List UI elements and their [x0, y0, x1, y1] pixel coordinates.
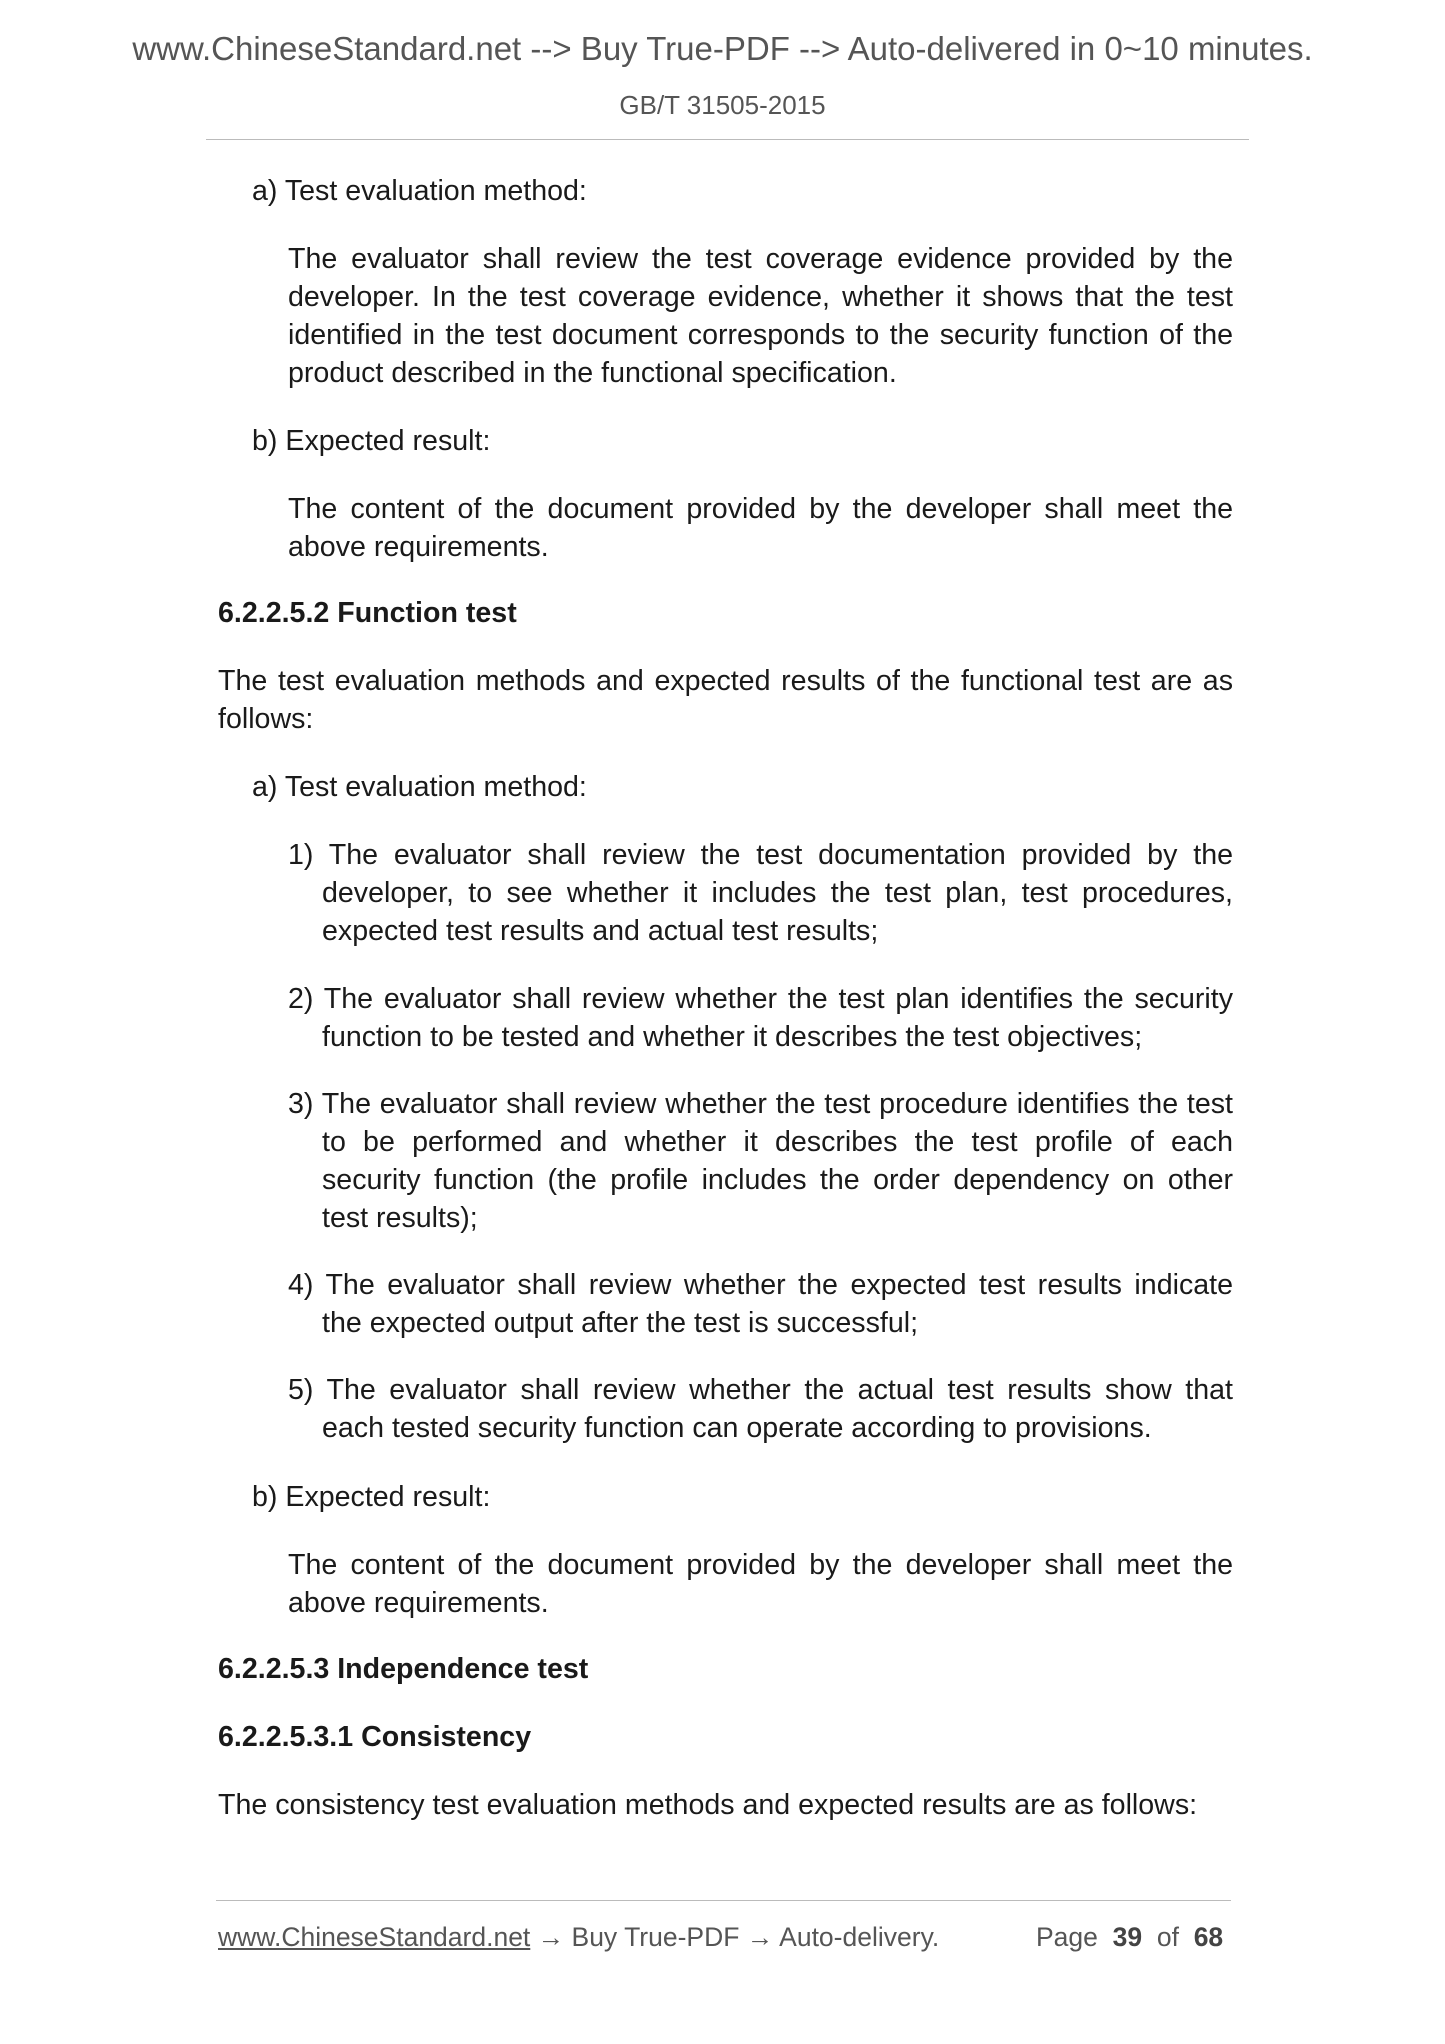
- page-total: 68: [1193, 1922, 1224, 1952]
- page-indicator: [1036, 1918, 1223, 1956]
- section-heading-consistency: 6.2.2.5.3.1 Consistency: [218, 1721, 532, 1753]
- section-heading-function-test: 6.2.2.5.2 Function test: [218, 597, 517, 629]
- footer-site-link[interactable]: www.ChineseStandard.net: [218, 1922, 531, 1952]
- footer-promo: [218, 1918, 939, 1956]
- consistency-intro: The consistency test evaluation methods and expected results are as follows:: [218, 1789, 1198, 1821]
- list-item: 4) The evaluator shall review whether the expected test results indicate the expected output after the test is successful;: [288, 1269, 1233, 1339]
- section-heading-independence-test: 6.2.2.5.3 Independence test: [218, 1653, 589, 1685]
- expected-result-label: b) Expected result:: [252, 425, 491, 457]
- function-test-intro: The test evaluation methods and expected results of the functional test are as follows:: [218, 665, 1233, 735]
- of-label: of: [1156, 1922, 1179, 1952]
- page-label: Page: [1036, 1922, 1098, 1952]
- expected-result-paragraph: The content of the document provided by the developer shall meet the above requirements.: [288, 493, 1233, 563]
- standard-code: GB/T 31505-2015: [619, 90, 826, 120]
- page-current: 39: [1112, 1922, 1143, 1952]
- list-item: 2) The evaluator shall review whether the test plan identifies the security function to be tested and whether it describes the test objectives;: [288, 983, 1233, 1053]
- list-item: 5) The evaluator shall review whether the actual test results show that each tested security function can operate according to provisions.: [288, 1374, 1233, 1444]
- expected-result-label: b) Expected result:: [252, 1481, 491, 1513]
- expected-result-paragraph: The content of the document provided by the developer shall meet the above requirements.: [288, 1549, 1233, 1619]
- header-divider: [206, 139, 1249, 140]
- footer-divider: [216, 1900, 1231, 1901]
- test-coverage-paragraph: The evaluator shall review the test coverage evidence provided by the developer. In the test coverage evidence, whether it shows that the test identified in the test document corresponds to the security function of the product described in the functional specification.: [288, 243, 1233, 389]
- test-evaluation-method-label: a) Test evaluation method:: [252, 175, 587, 207]
- list-item: 3) The evaluator shall review whether the test procedure identifies the test to be performed and whether it describes the test profile of each security function (the profile includes the order dependency on other test results);: [288, 1088, 1233, 1234]
- header-banner: www.ChineseStandard.net --> Buy True-PDF --> Auto-delivered in 0~10 minutes.: [132, 30, 1313, 67]
- test-evaluation-method-label: a) Test evaluation method:: [252, 771, 587, 803]
- list-item: 1) The evaluator shall review the test documentation provided by the developer, to see whether it includes the test plan, test procedures, expected test results and actual test results;: [288, 839, 1233, 947]
- footer-promo-text: → Buy True-PDF → Auto-delivery.: [530, 1922, 940, 1952]
